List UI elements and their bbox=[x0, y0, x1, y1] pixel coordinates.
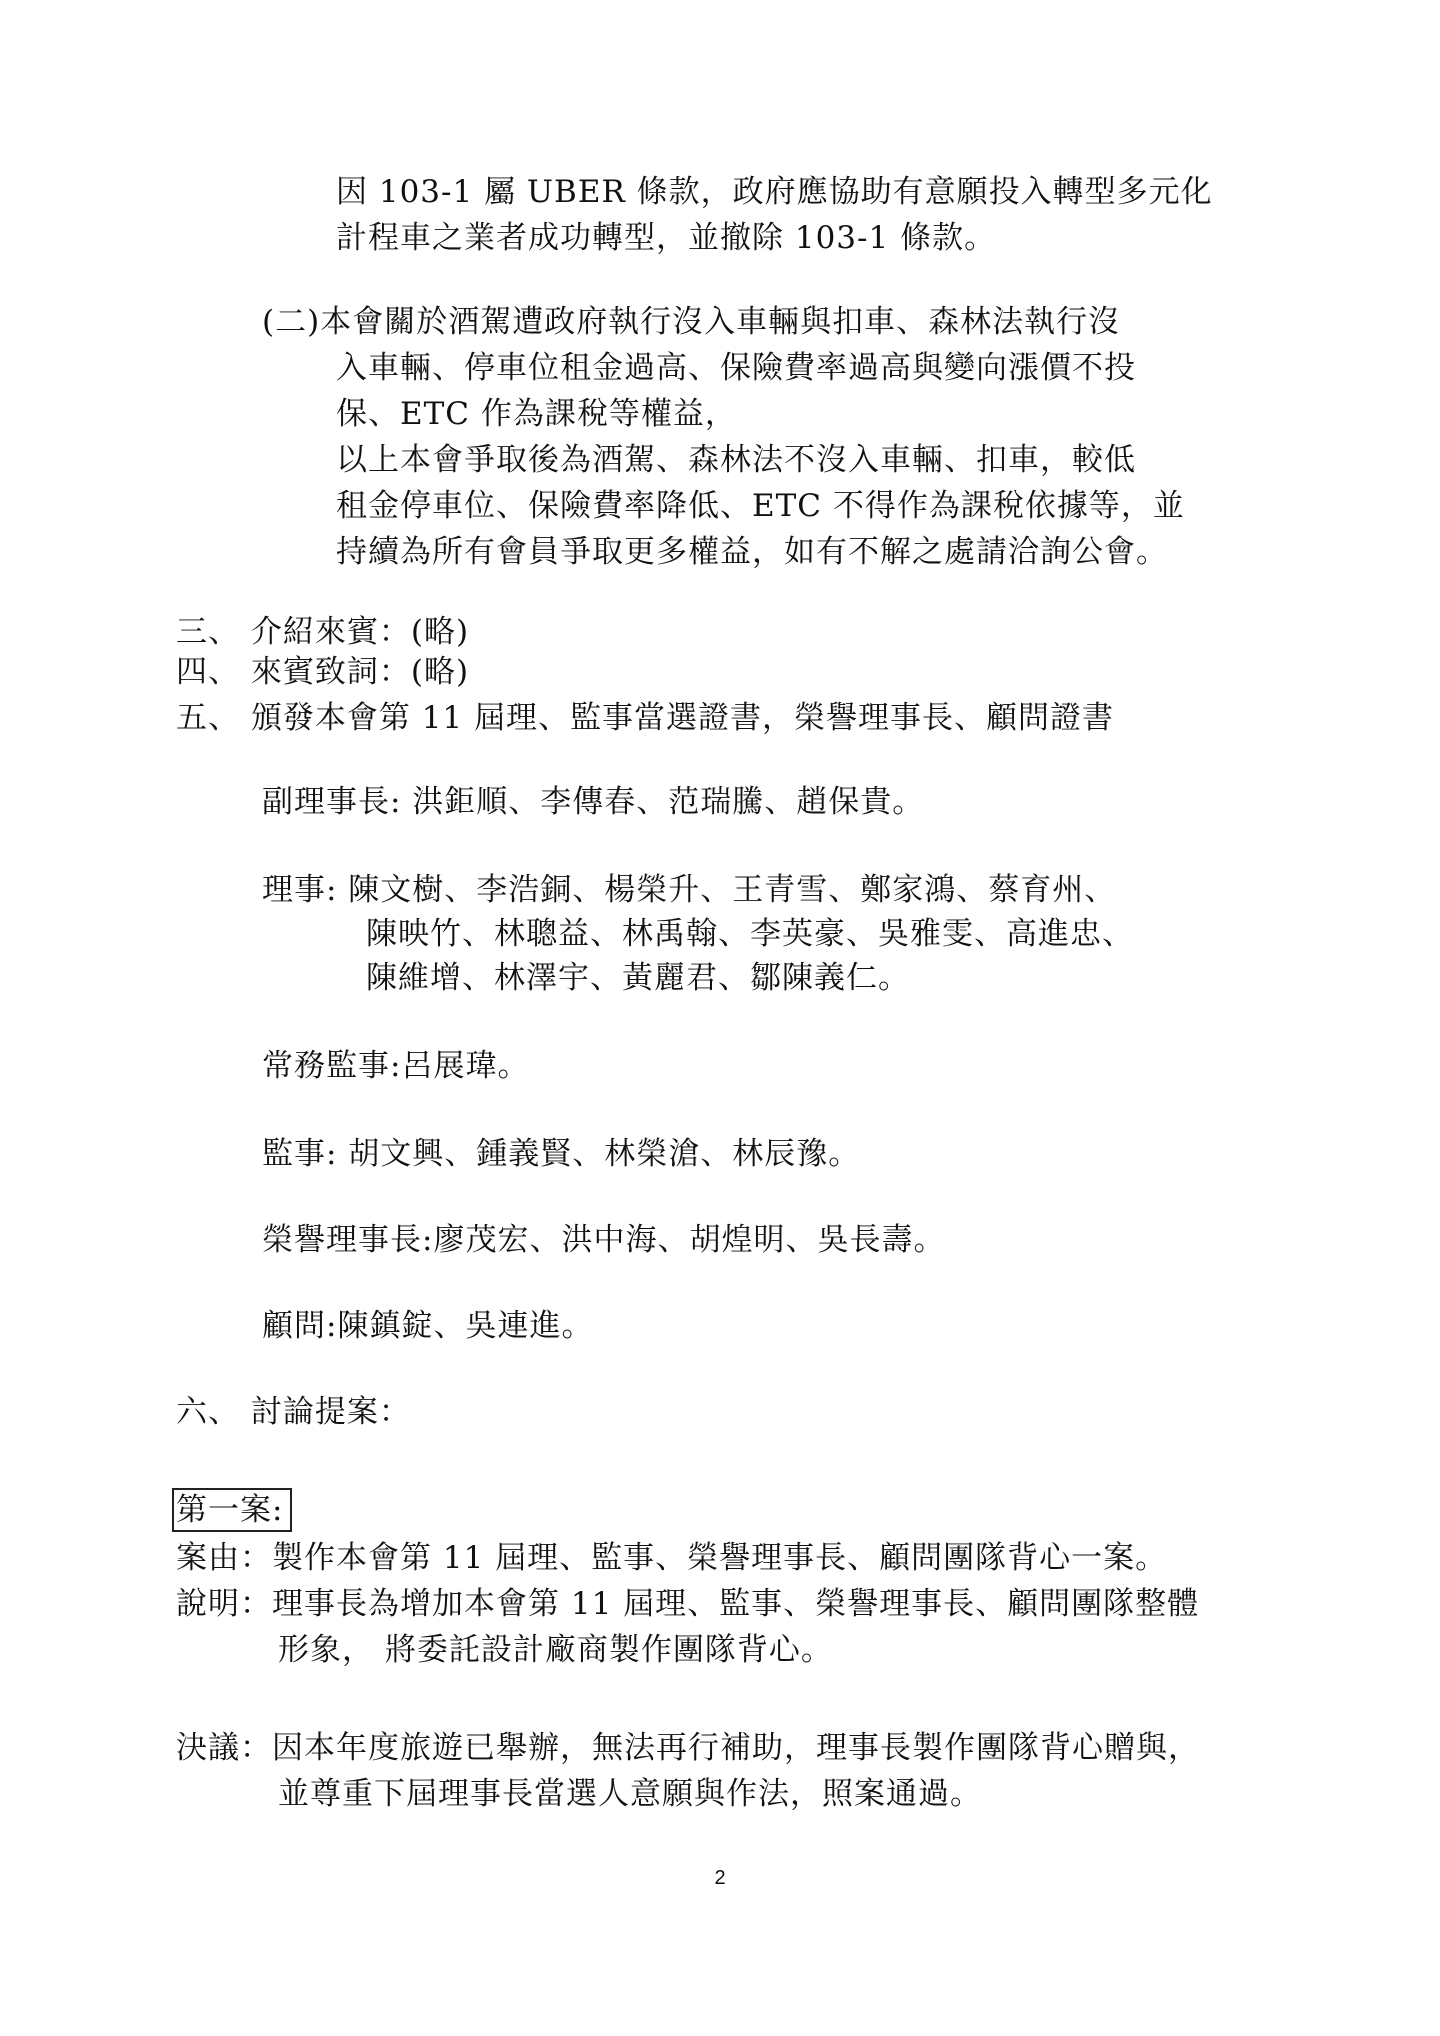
standing-supervisor: 常務監事:呂展瑋。 bbox=[262, 1048, 530, 1084]
item2-line-4: 以上本會爭取後為酒駕、森林法不沒入車輛、扣車，較低 bbox=[336, 442, 1136, 478]
case-reason: 案由：製作本會第 11 屆理、監事、榮譽理事長、顧問團隊背心一案。 bbox=[176, 1540, 1168, 1576]
item2-line-5: 租金停車位、保險費率降低、ETC 不得作為課稅依據等，並 bbox=[336, 488, 1185, 524]
item2-line-6: 持續為所有會員爭取更多權益，如有不解之處請洽詢公會。 bbox=[336, 534, 1168, 570]
intro-line-2: 計程車之業者成功轉型，並撤除 103-1 條款。 bbox=[336, 220, 997, 256]
case-explanation-2: 形象， 將委託設計廠商製作團隊背心。 bbox=[278, 1632, 833, 1668]
honorary-chair-list: 榮譽理事長:廖茂宏、洪中海、胡煌明、吳長壽。 bbox=[262, 1222, 946, 1258]
item2-line-1: (二)本會關於酒駕遭政府執行沒入車輛與扣車、森林法執行沒 bbox=[262, 304, 1121, 340]
directors-line-2: 陳映竹、林聰益、林禹翰、李英豪、吳雅雯、高進忠、 bbox=[366, 916, 1134, 952]
case-resolution-1: 決議：因本年度旅遊已舉辦，無法再行補助，理事長製作團隊背心贈與， bbox=[176, 1730, 1200, 1766]
page-number: 2 bbox=[714, 1867, 726, 1889]
directors-line-3: 陳維增、林澤宇、黃麗君、鄒陳義仁。 bbox=[366, 960, 910, 996]
case-explanation-1: 說明：理事長為增加本會第 11 屆理、監事、榮譽理事長、顧問團隊整體 bbox=[176, 1586, 1200, 1622]
section-5: 五、 頒發本會第 11 屆理、監事當選證書，榮譽理事長、顧問證書 bbox=[176, 700, 1115, 736]
case-resolution-2: 並尊重下屆理事長當選人意願與作法，照案通過。 bbox=[278, 1776, 982, 1812]
case-label: 第一案: bbox=[176, 1492, 284, 1528]
vice-chair-list: 副理事長: 洪鉅順、李傳春、范瑞騰、趙保貴。 bbox=[262, 784, 925, 820]
item2-line-2: 入車輛、停車位租金過高、保險費率過高與變向漲價不投 bbox=[336, 350, 1136, 386]
intro-line-1: 因 103-1 屬 UBER 條款，政府應協助有意願投入轉型多元化 bbox=[336, 174, 1213, 210]
directors-line-1: 理事: 陳文樹、李浩銅、楊榮升、王青雪、鄭家鴻、蔡育州、 bbox=[262, 872, 1117, 908]
advisors-list: 顧問:陳鎮錠、吳連進。 bbox=[262, 1308, 594, 1344]
section-4: 四、 來賓致詞：(略) bbox=[176, 654, 470, 690]
item2-line-3: 保、ETC 作為課稅等權益， bbox=[336, 396, 737, 432]
section-6-heading: 六、 討論提案： bbox=[176, 1394, 411, 1430]
section-3: 三、 介紹來賓：(略) bbox=[176, 614, 470, 650]
supervisors-list: 監事: 胡文興、鍾義賢、林榮滄、林辰豫。 bbox=[262, 1136, 861, 1172]
